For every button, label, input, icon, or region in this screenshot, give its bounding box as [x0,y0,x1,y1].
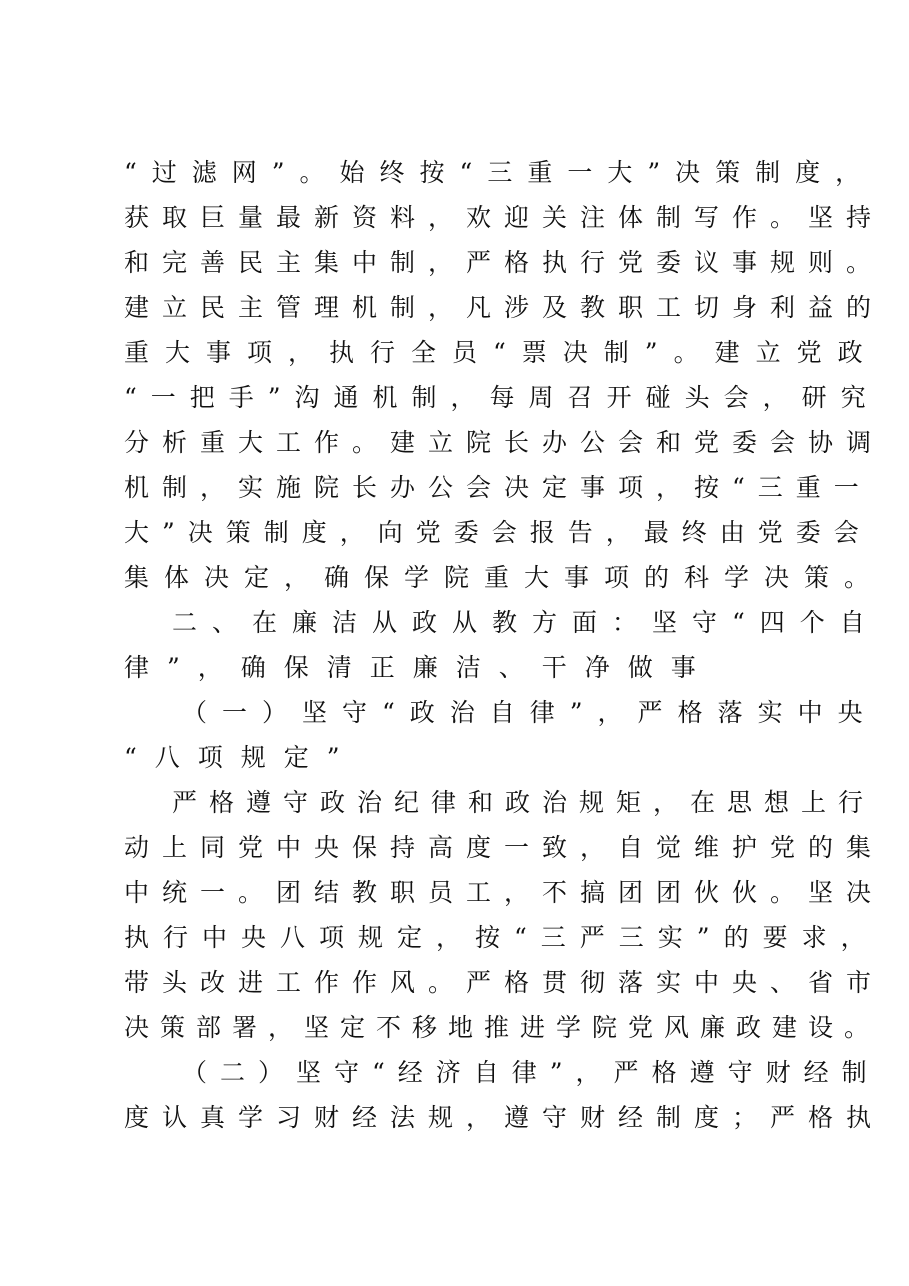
subsection-heading: （二）坚守“经济自律”，严格遵守财经制 [182,1058,880,1087]
subsection-heading: “八项规定” [124,743,358,772]
text-line: 带头改进工作作风。严格贯彻落实中央、省市 [124,968,885,997]
text-line: 机制，实施院长办公会决定事项，按“三重一 [124,473,872,502]
text-line: 获取巨量最新资料，欢迎关注体制写作。坚持 [124,203,885,232]
text-line: 执行中央八项规定，按“三严三实”的要求， [124,923,880,952]
section-heading: 二、在廉洁从政从教方面：坚守“四个自 [172,608,880,637]
subsection-heading: （一）坚守“政治自律”，严格落实中央 [182,698,878,727]
text-line: “过滤网”。始终按“三重一大”决策制度， [124,158,876,187]
text-line: 度认真学习财经法规，遵守财经制度；严格执 [124,1103,885,1132]
text-line: 分析重大工作。建立院长办公会和党委会协调 [124,428,885,457]
text-line: 严格遵守政治纪律和政治规矩，在思想上行 [172,788,876,817]
text-line: “一把手”沟通机制，每周召开碰头会，研究 [124,383,880,412]
text-line: 决策部署，坚定不移地推进学院党风廉政建设。 [124,1013,881,1042]
section-heading: 律”，确保清正廉洁、干净做事 [124,653,714,682]
text-line: 建立民主管理机制，凡涉及教职工切身利益的 [124,293,885,322]
text-line: 和完善民主集中制，严格执行党委议事规则。 [124,248,885,277]
text-line: 集体决定，确保学院重大事项的科学决策。 [124,563,885,592]
text-line: 重大事项，执行全员“票决制”。建立党政 [124,338,879,367]
text-line: 动上同党中央保持高度一致，自觉维护党的集 [124,833,885,862]
text-line: 中统一。团结教职员工，不搞团团伙伙。坚决 [124,878,885,907]
text-line: 大”决策制度，向党委会报告，最终由党委会 [124,518,872,547]
